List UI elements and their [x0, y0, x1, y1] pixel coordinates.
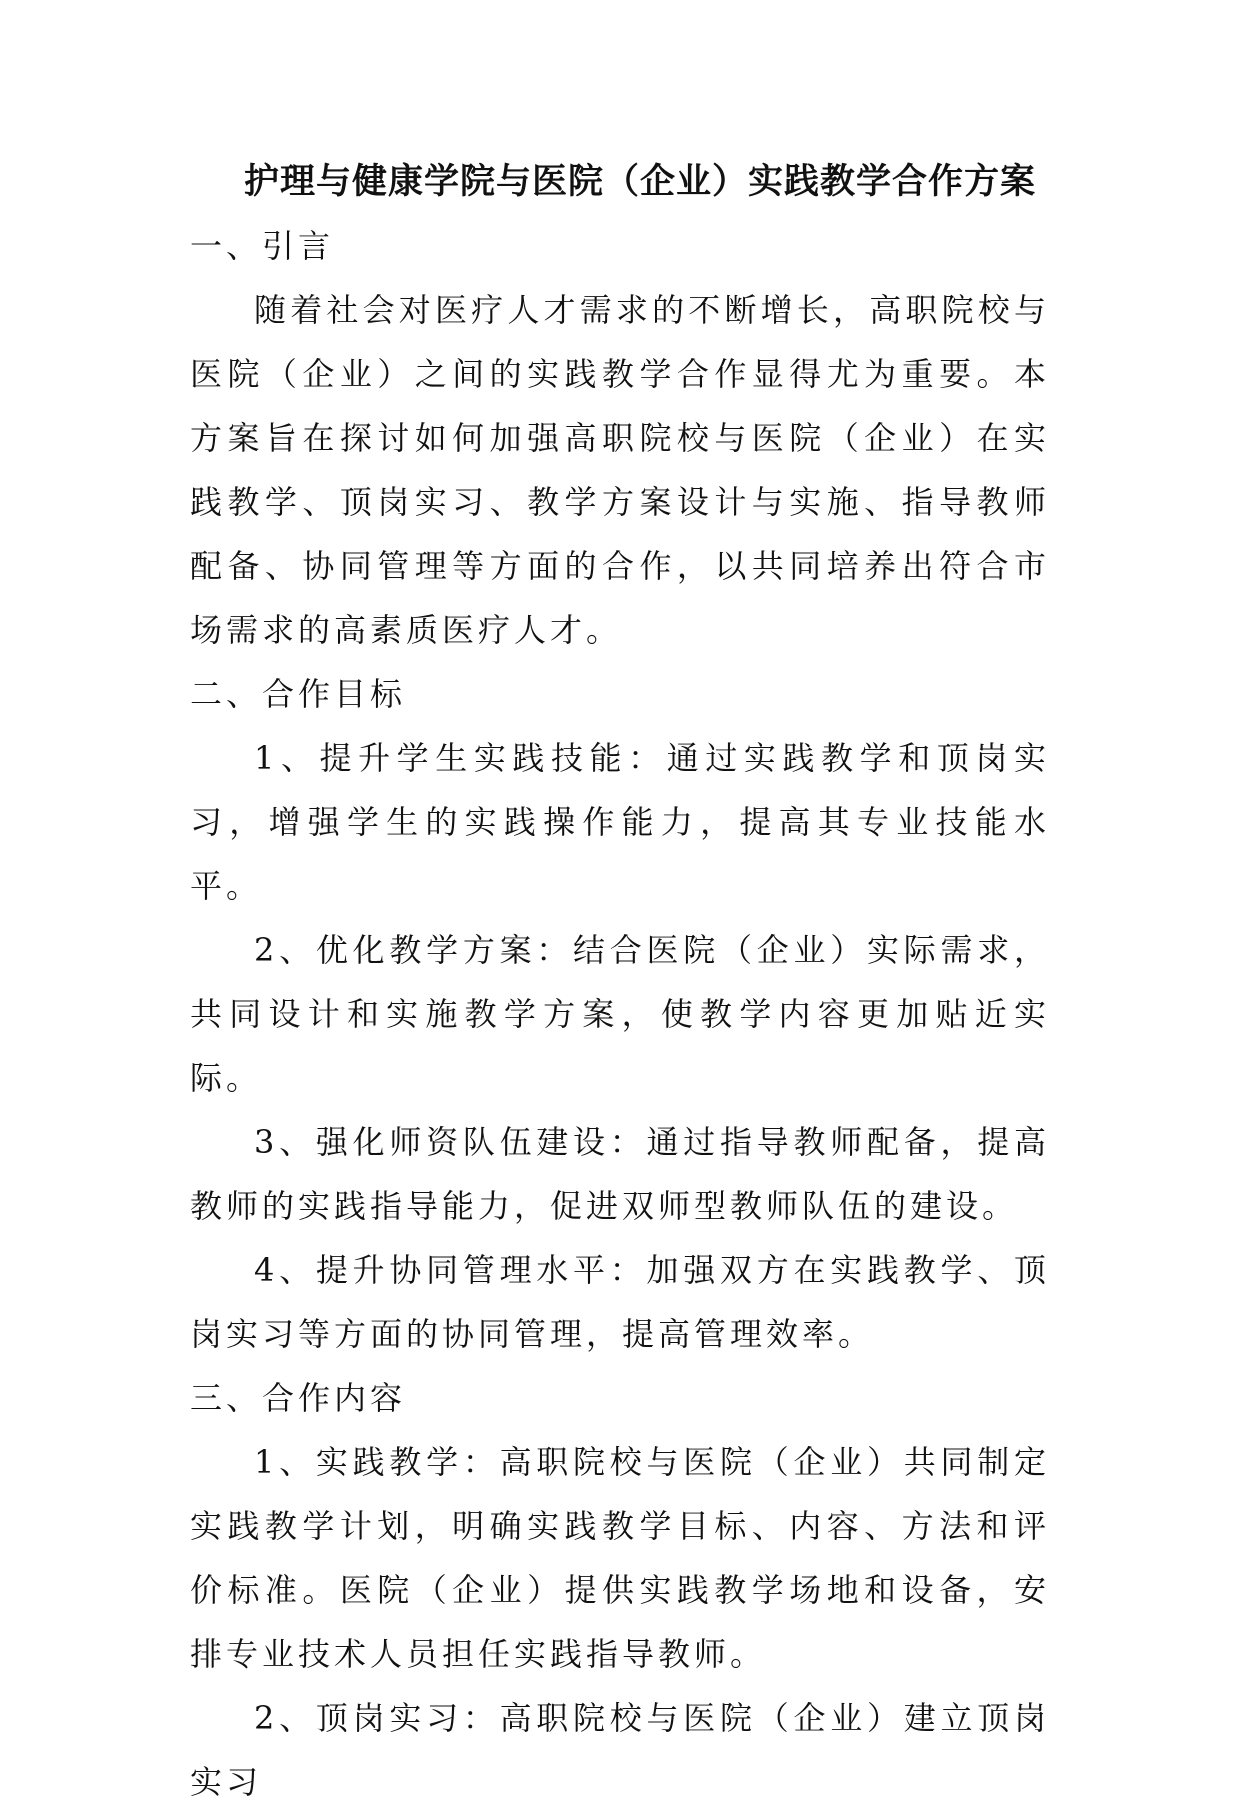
section-heading: 一、引言 — [190, 227, 335, 265]
paragraph: 2、优化教学方案：结合医院（企业）实际需求，共同设计和实施教学方案，使教学内容更加贴近实际。 — [190, 931, 1050, 1097]
paragraph: 2、顶岗实习：高职院校与医院（企业）建立顶岗实习 — [190, 1699, 1050, 1801]
paragraph: 随着社会对医疗人才需求的不断增长，高职院校与医院（企业）之间的实践教学合作显得尤为重要。本方案旨在探讨如何加强高职院校与医院（企业）在实践教学、顶岗实习、教学方案设计与实施、指导教师配备、协同管理等方面的合作，以共同培养出符合市场需求的高素质医疗人才。 — [190, 291, 1050, 649]
paragraph: 3、强化师资队伍建设：通过指导教师配备，提高教师的实践指导能力，促进双师型教师队伍的建设。 — [190, 1123, 1050, 1225]
section-introduction — [190, 214, 1050, 662]
document-page — [190, 150, 1050, 1814]
section-heading: 二、合作目标 — [190, 675, 407, 713]
paragraph: 4、提升协同管理水平：加强双方在实践教学、顶岗实习等方面的协同管理，提高管理效率。 — [190, 1251, 1050, 1353]
paragraph: 1、提升学生实践技能：通过实践教学和顶岗实习，增强学生的实践操作能力，提高其专业技能水平。 — [190, 739, 1050, 905]
section-cooperation-goals — [190, 662, 1050, 1366]
section-cooperation-content — [190, 1366, 1050, 1814]
paragraph: 1、实践教学：高职院校与医院（企业）共同制定实践教学计划，明确实践教学目标、内容、方法和评价标准。医院（企业）提供实践教学场地和设备，安排专业技术人员担任实践指导教师。 — [190, 1443, 1050, 1673]
section-heading: 三、合作内容 — [190, 1379, 407, 1417]
document-title: 护理与健康学院与医院（企业）实践教学合作方案 — [243, 162, 1036, 202]
